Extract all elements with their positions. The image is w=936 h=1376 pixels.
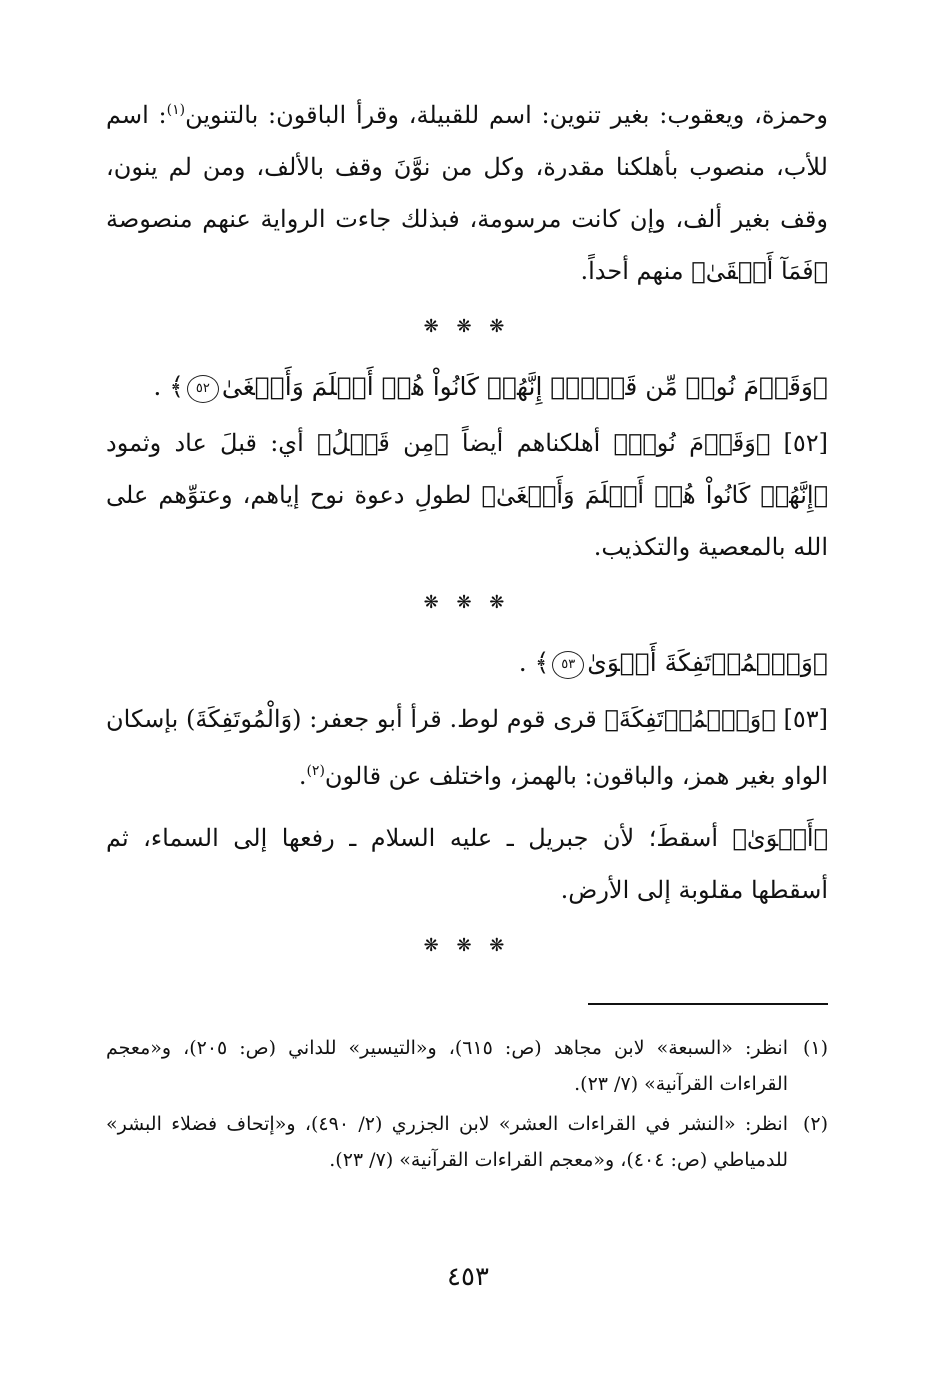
section-divider: ❋ ❋ ❋ [423,316,511,337]
section-divider: ❋ ❋ ❋ [423,592,511,613]
section-divider: ❋ ❋ ❋ [423,935,511,956]
verse-53 [106,633,828,693]
footnote-text: انظر: «السبعة» لابن مجاهد (ص: ٦١٥)، و«التيسير» للداني (ص: ٢٠٥)، و«معجم القراءات القرآنية» (٧/ ٢٣). [106,1037,788,1095]
paragraph-1 [106,84,828,297]
footnote-text: انظر: «النشر في القراءات العشر» لابن الجزري (٢/ ٤٩٠)، و«إتحاف فضلاء البشر» للدمياطي (ص: ٤٠٤)، و«معجم القراءات القرآنية» (٧/ ٢٣). [106,1113,788,1171]
ayah-number-52: ٥٢ [187,375,219,403]
page-body [106,84,828,976]
footnote-number: (٢) [802,1113,828,1135]
paragraph-1-text: وحمزة، ويعقوب: بغير تنوين: اسم للقبيلة، وقرأ الباقون: بالتنوين [185,101,828,129]
paragraph-3-text: [٥٣] ﴿وَٱلۡمُؤۡتَفِكَةَ﴾ قرى قوم لوط. قرأ أبو جعفر: (وَالْمُوتَفِكَةَ) بإسكان الواو بغير همز، والباقون: بالهمز، واختلف عن قالون [106,705,829,790]
footnote-ref-2[interactable]: (٢) [306,763,325,779]
paragraph-4: ﴿أَهۡوَىٰ﴾ أسقطَ؛ لأن جبريل ـ عليه السلام ـ رفعها إلى السماء، ثم أسقطها مقلوبة إلى الأرض. [106,824,828,904]
paragraph-3-end: . [298,762,307,790]
footnote-2 [106,1106,828,1178]
footnote-separator [588,1003,828,1005]
verse-52 [106,357,828,417]
paragraph-1-continuation: : اسم للأب، منصوب بأهلكنا مقدرة، وكل من نوَّنَ وقف بالألف، ومن لم ينون، وقف بغير ألف، وإن كانت مرسومة، فبذلك جاءت الرواية عنهم منصوصة ﴿فَمَآ أَبۡقَىٰ﴾ منهم أحداً. [106,101,828,285]
footnote-number: (١) [802,1037,828,1059]
page-number: ٤٥٣ [447,1262,489,1292]
paragraph-2: [٥٢] ﴿وَقَوۡمَ نُوحٖ﴾ أهلكناهم أيضاً ﴿مِن قَبۡلُ﴾ أي: قبلَ عاد وثمود ﴿إِنَّهُمۡ كَانُواْ هُمۡ أَظۡلَمَ وَأَطۡغَىٰ﴾ لطولِ دعوة نوح إياهم، وعتوِّهم على الله بالمعصية والتكذيب. [106,429,828,561]
verse-53-end: ﴾ . [518,648,550,677]
footnote-ref-1[interactable]: (١) [166,102,186,118]
verse-52-text: ﴿وَقَوۡمَ نُوحٖ مِّن قَبۡلُۖ إِنَّهُمۡ كَانُواْ هُمۡ أَظۡلَمَ وَأَطۡغَىٰ [221,372,828,401]
footnotes [106,1030,828,1182]
verse-53-text: ﴿وَٱلۡمُؤۡتَفِكَةَ أَهۡوَىٰ [587,648,828,677]
verse-52-end: ﴾ . [153,372,184,401]
footnote-1 [106,1030,828,1102]
ayah-number-53: ٥٣ [552,651,584,679]
paragraph-3 [106,693,828,802]
